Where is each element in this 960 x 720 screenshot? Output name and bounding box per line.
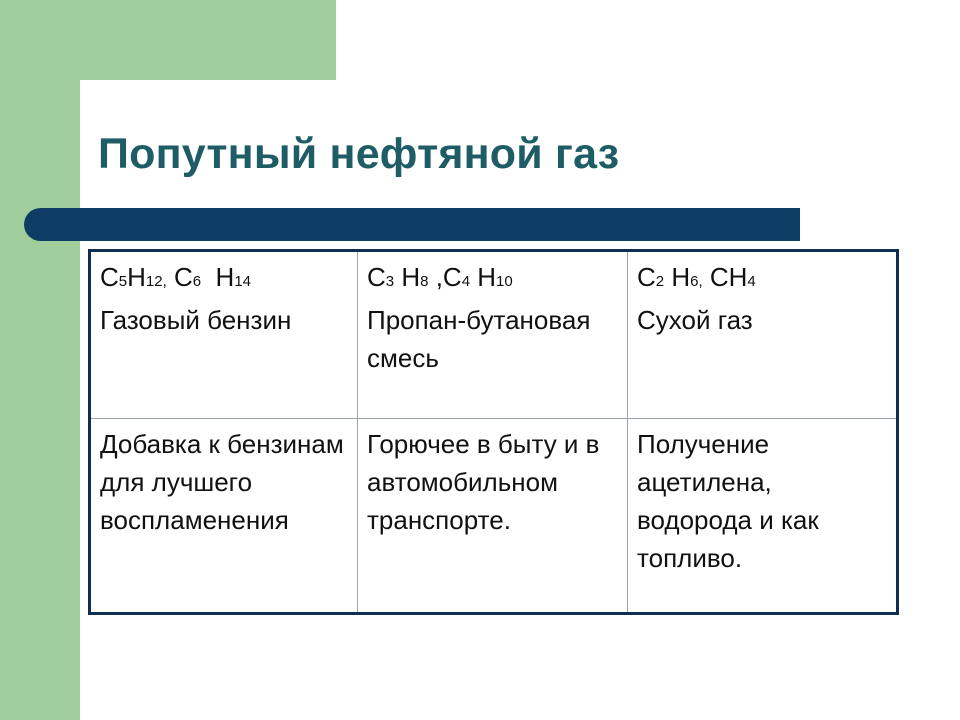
chemical-formula xyxy=(100,258,349,301)
gas-type-label: Пропан-бутановая смесь xyxy=(367,305,591,373)
green-top-band xyxy=(0,0,336,80)
formula-subscript: 4 xyxy=(747,273,756,290)
formula-subscript: 6, xyxy=(690,273,703,290)
gas-type-label: Сухой газ xyxy=(637,305,753,335)
slide-title: Попутный нефтяной газ xyxy=(98,130,620,178)
formula-element: CH xyxy=(702,262,748,292)
gas-type-label: Газовый бензин xyxy=(100,305,292,335)
table-cell-dry-gas xyxy=(628,251,898,419)
table-cell-propane-butane xyxy=(358,251,628,419)
table-cell-use-gasoline: Добавка к бензинам для лучшего воспламенения xyxy=(90,419,358,614)
formula-subscript: 6 xyxy=(192,273,202,290)
formula-element: C xyxy=(166,262,193,292)
table-cell-use-propane-butane: Горючее в быту и в автомобильном транспорте. xyxy=(358,419,628,614)
formula-subscript: 4 xyxy=(461,273,471,290)
formula-element: ,C xyxy=(428,262,462,292)
formula-subscript: 3 xyxy=(385,273,395,290)
formula-subscript: 14 xyxy=(234,273,252,290)
gas-table xyxy=(88,249,899,615)
formula-element: H xyxy=(127,262,146,292)
formula-subscript: 8 xyxy=(420,273,429,290)
table-row-formulas xyxy=(90,251,898,419)
formula-element: C xyxy=(100,262,119,292)
formula-element: C xyxy=(367,262,386,292)
title-underline-bar xyxy=(24,208,800,241)
formula-element: H xyxy=(470,262,497,292)
table-cell-gas-gasoline xyxy=(90,251,358,419)
table-row-uses xyxy=(90,419,898,614)
formula-subscript: 10 xyxy=(496,273,513,290)
formula-subscript: 2 xyxy=(655,273,665,290)
chemical-formula xyxy=(637,258,888,301)
formula-subscript: 5 xyxy=(118,273,128,290)
formula-element: C xyxy=(637,262,656,292)
formula-element: H xyxy=(201,262,235,292)
chemical-formula xyxy=(367,258,619,301)
formula-subscript: 12, xyxy=(145,273,167,290)
formula-element: H xyxy=(664,262,691,292)
formula-element: H xyxy=(394,262,421,292)
green-side-band xyxy=(0,0,80,720)
table-cell-use-dry-gas: Получение ацетилена, водорода и как топливо. xyxy=(628,419,898,614)
